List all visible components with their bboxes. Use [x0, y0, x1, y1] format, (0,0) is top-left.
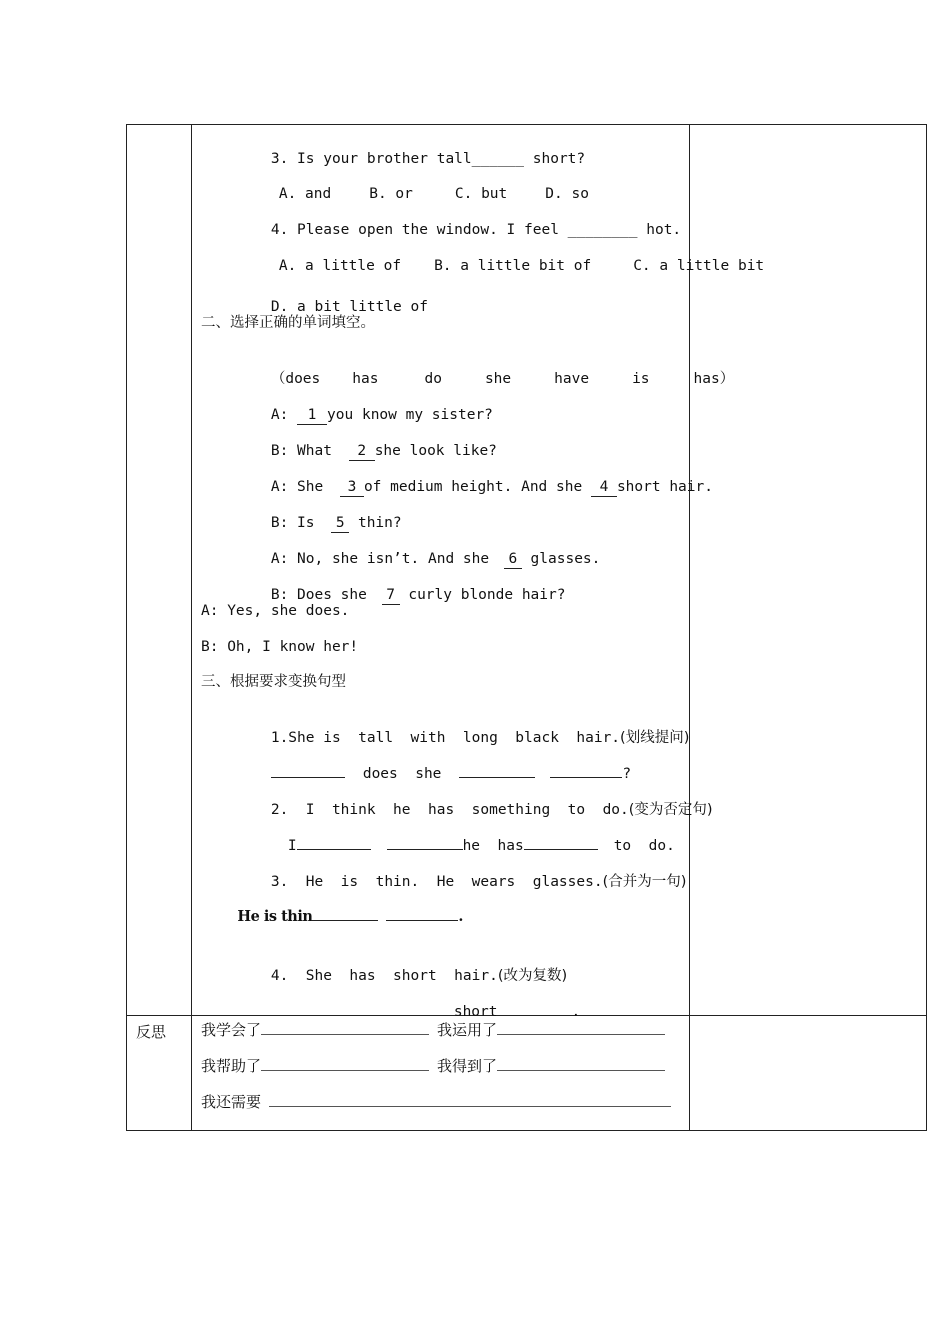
instruction: (划线提问) — [620, 730, 690, 746]
applied-label: 我运用了 — [437, 1021, 498, 1039]
helped-label: 我帮助了 — [201, 1057, 262, 1075]
answer-blank: 2 — [349, 443, 375, 461]
question-3-stem-end: short? — [524, 151, 586, 167]
transform-3-answer — [201, 887, 463, 947]
dialogue-speaker: A: — [270, 407, 298, 423]
dialogue-speaker: B: What — [270, 443, 341, 459]
dialogue-text: thin? — [349, 515, 402, 531]
word-bank-item: has） — [693, 371, 735, 387]
option-b: B. or — [369, 186, 413, 202]
answer-blank: 1 — [297, 407, 327, 425]
helped-blank[interactable] — [261, 1055, 429, 1071]
option-d: D. so — [545, 186, 589, 202]
sentence: 1.She is tall with long black hair. — [270, 730, 621, 746]
answer-blank — [524, 849, 598, 850]
learned-blank[interactable] — [261, 1019, 429, 1035]
instruction: (合并为一句) — [602, 874, 687, 890]
answer-blank: 5 — [331, 515, 349, 533]
reflection-cell — [192, 1016, 690, 1131]
option-a: A. and — [278, 186, 332, 202]
option-c: C. but — [454, 186, 508, 202]
answer-text: to do. — [613, 838, 675, 854]
question-3-blank: ______ — [471, 151, 525, 167]
instruction: (改为复数) — [497, 968, 568, 984]
answer-blank — [271, 777, 345, 778]
answer-text: He is thin — [237, 908, 313, 925]
option-c: C. a little bit — [633, 258, 765, 274]
option-b: B. a little bit of — [434, 258, 592, 274]
sentence: 4. She has short hair. — [270, 968, 498, 984]
exercise-cell — [192, 125, 765, 1020]
learned-label: 我学会了 — [201, 1021, 262, 1039]
word-bank-item: is — [632, 371, 650, 387]
worksheet-table — [126, 124, 927, 1131]
dialogue-text: she look like? — [374, 443, 497, 459]
applied-blank[interactable] — [497, 1019, 665, 1035]
answer-text: short — [453, 1004, 498, 1020]
got-blank[interactable] — [497, 1055, 665, 1071]
answer-blank: 7 — [382, 587, 400, 605]
dialogue-text: glasses. — [521, 551, 601, 567]
reflection-line-3 — [201, 1091, 671, 1112]
dialogue-text: of medium height. And she — [363, 479, 591, 495]
answer-text: . — [571, 1004, 581, 1020]
word-bank-item: do — [424, 371, 442, 387]
question-4-blank: ________ — [567, 222, 638, 238]
answer-text: . — [458, 908, 463, 925]
dialogue-speaker: B: Does she — [270, 587, 376, 603]
left-label-cell — [127, 125, 192, 1016]
question-4-stem: 4. Please open the window. I feel — [270, 222, 568, 238]
reflection-line-2 — [201, 1055, 665, 1076]
answer-blank — [297, 849, 371, 850]
answer-text: I — [287, 838, 297, 854]
answer-blank: 6 — [504, 551, 522, 569]
dialogue-line: B: Oh, I know her! — [201, 639, 359, 655]
reflection-line-1 — [201, 1019, 665, 1040]
dialogue-speaker: A: She — [270, 479, 332, 495]
answer-text: ? — [622, 766, 632, 782]
option-a: A. a little of — [278, 258, 402, 274]
answer-text: he has — [462, 838, 524, 854]
sentence: 2. I think he has something to do. — [270, 802, 629, 818]
answer-blank: 4 — [591, 479, 617, 497]
instruction: (变为否定句) — [628, 802, 713, 818]
dialogue-speaker: B: Is — [270, 515, 324, 531]
answer-blank — [312, 920, 378, 921]
dialogue-text: you know my sister? — [327, 407, 493, 423]
option-d: D. a bit little of — [270, 299, 428, 315]
sentence: 3. He is thin. He wears glasses. — [270, 874, 603, 890]
need-label: 我还需要 — [201, 1093, 262, 1111]
answer-blank — [550, 777, 622, 778]
answer-blank — [386, 920, 458, 921]
question-4-stem-end: hot. — [637, 222, 682, 238]
answer-blank — [459, 777, 535, 778]
got-label: 我得到了 — [437, 1057, 498, 1075]
word-bank-item: has — [352, 371, 379, 387]
need-blank[interactable] — [269, 1091, 671, 1107]
word-bank-item: she — [484, 371, 512, 387]
word-bank-item: have — [554, 371, 590, 387]
word-bank-item: （does — [270, 371, 321, 387]
reflection-label: 反思 — [127, 1016, 192, 1131]
section-2-heading: 二、选择正确的单词填空。 — [201, 315, 375, 331]
reflection-notes-cell — [690, 1016, 927, 1131]
dialogue-text: curly blonde hair? — [399, 587, 566, 603]
answer-text: does she — [362, 766, 442, 782]
question-3-stem: 3. Is your brother tall — [270, 151, 472, 167]
dialogue-text: short hair. — [616, 479, 713, 495]
dialogue-line: A: Yes, she does. — [201, 603, 350, 619]
answer-blank — [387, 849, 463, 850]
answer-blank: 3 — [340, 479, 364, 497]
dialogue-speaker: A: No, she isn’t. And she — [270, 551, 498, 567]
section-3-heading: 三、根据要求变换句型 — [201, 674, 346, 690]
